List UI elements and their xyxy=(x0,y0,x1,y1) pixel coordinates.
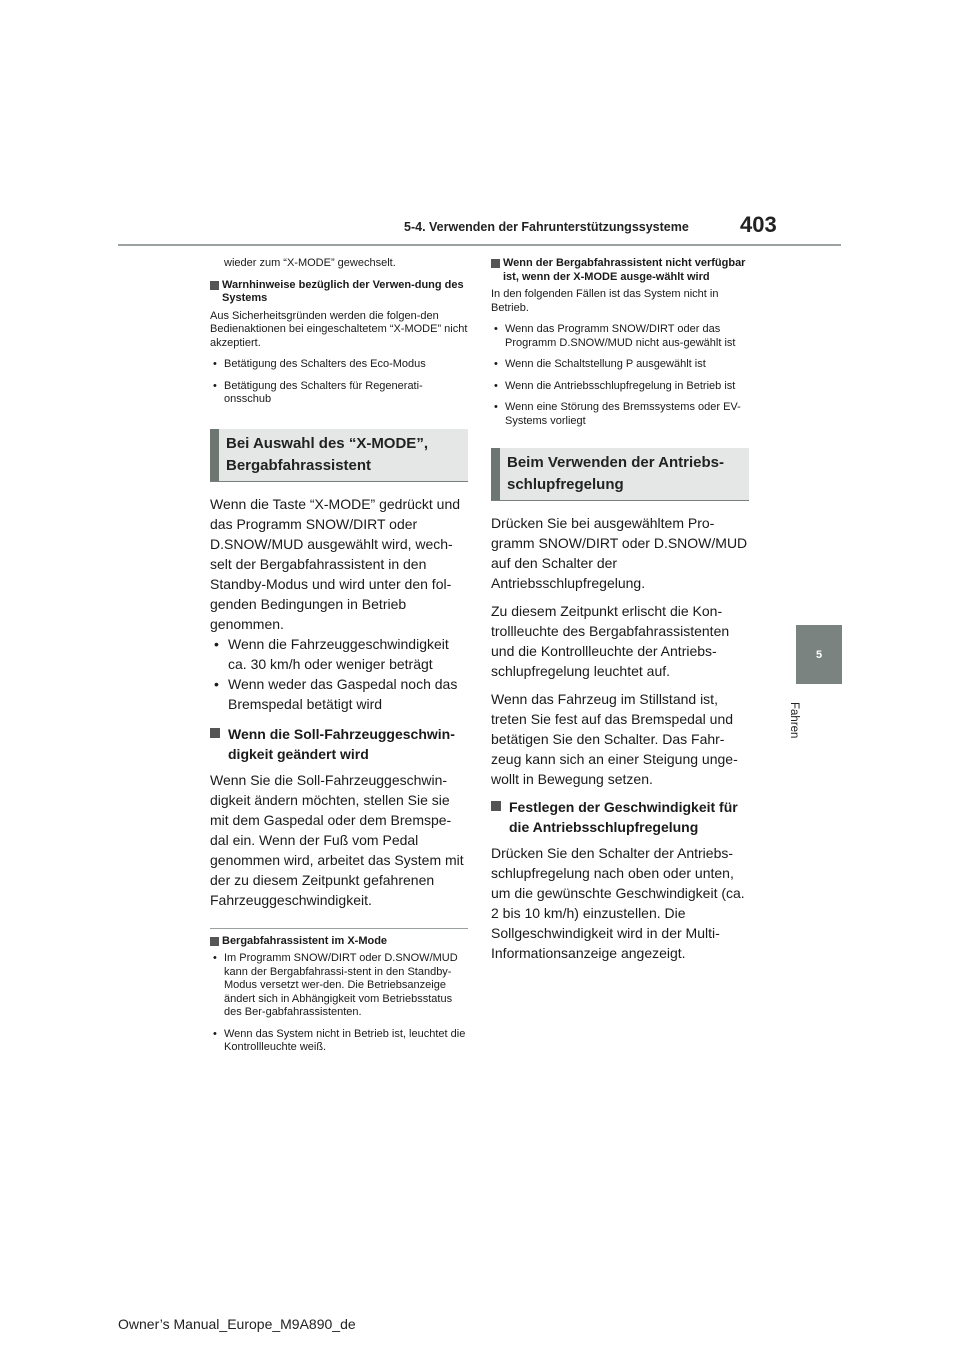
list-item: • Wenn die Antriebsschlupfregelung in Betrieb ist xyxy=(491,380,749,394)
square-bullet-icon xyxy=(491,259,500,268)
square-bullet-icon xyxy=(210,281,219,290)
body-paragraph: Drücken Sie bei ausgewähltem Pro-gramm SNOW/DIRT oder D.SNOW/MUD auf den Schalter der Antriebsschlupfregelung. xyxy=(491,515,748,591)
list-item: • Betätigung des Schalters für Regenerati-onsschub xyxy=(210,380,468,407)
left-column xyxy=(210,257,468,1063)
running-header: 5-4. Verwenden der Fahrunterstützungssysteme xyxy=(404,220,689,234)
warning-text: Aus Sicherheitsgründen werden die folgen-den Bedienaktionen bei eingeschaltetem “X-MODE” nicht akzeptiert. xyxy=(210,309,468,349)
note-heading: Bergabfahrassistent im X-Mode xyxy=(210,935,468,949)
section-heading-traction xyxy=(491,448,749,501)
chapter-name xyxy=(782,702,806,748)
square-bullet-icon xyxy=(491,801,501,811)
body-paragraph: Zu diesem Zeitpunkt erlischt die Kon-trollleuchte des Bergabfahrassistenten und die Kontrollleuchte der Antriebs-schlupfregelung leuchtet auf. xyxy=(491,603,730,679)
unavailable-heading: Wenn der Bergabfahrassistent nicht verfügbar ist, wenn der X-MODE ausge-wählt wird xyxy=(491,257,749,284)
body-paragraph: Wenn das Fahrzeug im Stillstand ist, treten Sie fest auf das Bremspedal und betätigen Sie den Schalter. Das Fahr-zeug kann sich an einer Steigung unge-wollt in Bewegung setzen. xyxy=(491,691,738,787)
list-item: • Wenn die Fahrzeuggeschwindigkeit ca. 30 km/h oder weniger beträgt xyxy=(210,634,468,674)
body-paragraph: Wenn die Taste “X-MODE” gedrückt und das Programm SNOW/DIRT oder D.SNOW/MUD ausgewählt wird, wech-selt der Bergabfahrassistent in den Standby-Modus und wird unter den fol-genden Bedingungen in Betrieb genommen. xyxy=(210,495,461,632)
page-number: 403 xyxy=(740,212,777,237)
section-accent xyxy=(210,429,219,481)
list-item: • Betätigung des Schalters des Eco-Modus xyxy=(210,358,468,372)
chapter-tab xyxy=(796,625,842,684)
subheading: Wenn die Soll-Fahrzeuggeschwin-digkeit geändert wird xyxy=(210,724,468,764)
list-item: • Wenn eine Störung des Bremssystems oder EV-Systems vorliegt xyxy=(491,401,749,428)
list-item: • Wenn die Schaltstellung P ausgewählt ist xyxy=(491,358,749,372)
warning-heading: Warnhinweise bezüglich der Verwen-dung des Systems xyxy=(210,279,468,306)
subheading: Festlegen der Geschwindigkeit für die Antriebsschlupfregelung xyxy=(491,797,749,837)
chapter-number: 5 xyxy=(815,648,823,661)
section-heading-x-mode xyxy=(210,429,468,482)
list-item: • Wenn das Programm SNOW/DIRT oder das Programm D.SNOW/MUD nicht aus-gewählt ist xyxy=(491,323,749,350)
intro-text: wieder zum “X-MODE” gewechselt. xyxy=(224,257,396,269)
list-item: • Im Programm SNOW/DIRT oder D.SNOW/MUD kann der Bergabfahrassi-stent in den Standby-Modus versetzt wer-den. Die Betriebsanzeige ändert sich in Abhängigkeit vom Betriebsstatus des Ber-gabfahrassistenten. xyxy=(210,952,468,1020)
section-title: Beim Verwenden der Antriebs-schlupfregelung xyxy=(507,454,725,493)
header-divider xyxy=(118,244,841,246)
body-paragraph: Wenn Sie die Soll-Fahrzeuggeschwin-digkeit ändern möchten, stellen Sie sie mit dem Gaspedal oder dem Bremspe-dal ein. Wenn der Fuß vom Pedal genommen wird, arbeitet das System mit der zu diesem Zeitpunkt gefahrenen Fahrzeuggeschwindigkeit. xyxy=(210,771,464,908)
list-item: • Wenn das System nicht in Betrieb ist, leuchtet die Kontrollleuchte weiß. xyxy=(210,1028,468,1055)
list-item: • Wenn weder das Gaspedal noch das Bremspedal betätigt wird xyxy=(210,674,468,714)
section-title: Bei Auswahl des “X-MODE”, Bergabfahrassistent xyxy=(226,434,428,474)
right-column xyxy=(491,257,749,971)
section-accent xyxy=(491,448,500,500)
chapter-name-label: Fahren xyxy=(788,702,800,739)
square-bullet-icon xyxy=(210,937,219,946)
unavailable-text: In den folgenden Fällen ist das System nicht in Betrieb. xyxy=(491,288,719,314)
footer-text: Owner’s Manual_Europe_M9A890_de xyxy=(118,1316,356,1332)
square-bullet-icon xyxy=(210,728,220,738)
note-divider xyxy=(210,928,468,929)
body-paragraph: Drücken Sie den Schalter der Antriebs-schlupfregelung nach oben oder unten, um die gewünschte Geschwindigkeit (ca. 2 bis 10 km/h) einzustellen. Die Sollgeschwindigkeit wird in der Multi-Informationsanzeige angezeigt. xyxy=(491,845,745,961)
